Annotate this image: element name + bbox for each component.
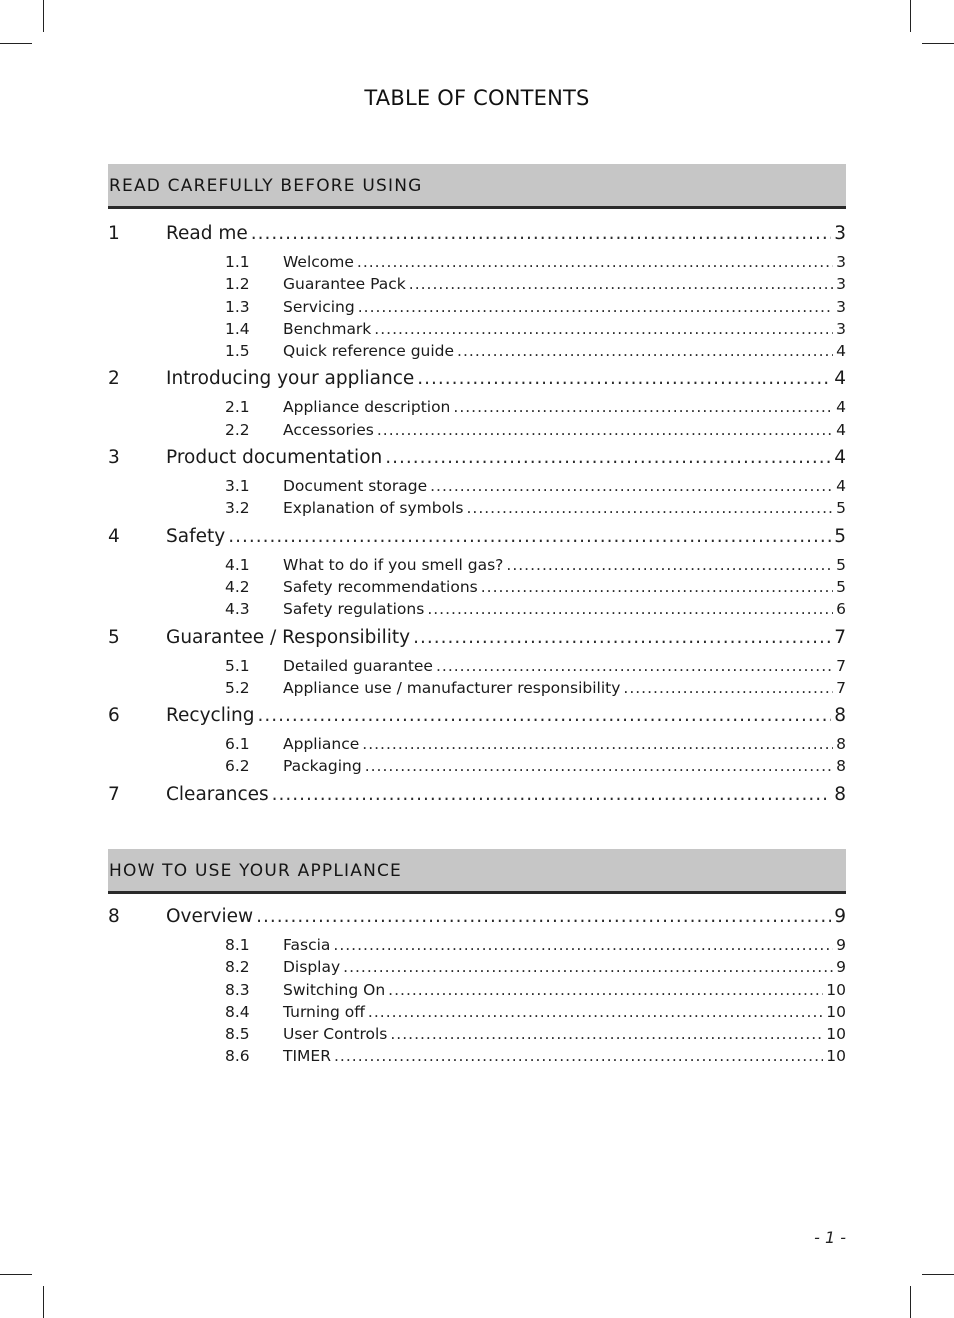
chapter-number: 4: [108, 525, 120, 547]
crop-mark: [0, 1274, 32, 1275]
toc-subsection[interactable]: [108, 342, 846, 364]
subsection-number: 8.5: [225, 1025, 250, 1044]
subsection-title: Detailed guarantee: [283, 656, 433, 675]
leader-dots: [436, 657, 833, 675]
toc-subsection[interactable]: [108, 981, 846, 1003]
subsection-title: Safety regulations: [283, 600, 425, 619]
subsection-title: Appliance: [283, 735, 360, 754]
subsection-number: 6.1: [225, 735, 250, 754]
page-number: 3: [836, 253, 846, 271]
subsection-title: Welcome: [283, 253, 354, 271]
subsection-number: 8.3: [225, 980, 250, 999]
chapter-number: 3: [108, 447, 120, 469]
subsection-title: Display: [283, 958, 341, 977]
toc-subsection[interactable]: [108, 958, 846, 980]
subsection-number: 8.4: [225, 1002, 250, 1021]
toc-subsection[interactable]: [108, 320, 846, 342]
subsection-number: 8.2: [225, 958, 250, 977]
page-number: 8: [834, 783, 846, 805]
toc-subsection[interactable]: [108, 757, 846, 779]
chapter-title: Product documentation: [166, 447, 383, 469]
subsection-title: Servicing: [283, 297, 355, 316]
page-number: 5: [836, 555, 846, 574]
subsection-title: Switching On: [283, 980, 386, 999]
toc-chapter[interactable]: [108, 906, 846, 936]
subsection-number: 1.3: [225, 297, 250, 316]
leader-dots: [466, 499, 833, 517]
page-number: 7: [834, 626, 846, 648]
page-number: 4: [836, 398, 846, 417]
leader-dots: [385, 447, 831, 468]
page-number: 6: [836, 600, 846, 619]
leader-dots: [430, 477, 833, 495]
toc-section-read-carefully: [108, 164, 846, 814]
leader-dots: [457, 342, 833, 360]
page-footer-number: - 1 -: [814, 1228, 846, 1247]
subsection-number: 1.5: [225, 342, 250, 361]
leader-dots: [388, 981, 823, 999]
section-header: [108, 849, 846, 894]
crop-mark: [0, 43, 32, 44]
subsection-title: Guarantee Pack: [283, 275, 406, 294]
chapter-number: 7: [108, 783, 120, 805]
chapter-number: 2: [108, 368, 120, 390]
toc-chapter[interactable]: [108, 526, 846, 556]
chapter-title: Safety: [166, 525, 226, 547]
chapter-title: Overview: [166, 906, 254, 927]
page-number: 9: [834, 906, 846, 927]
toc-chapter[interactable]: [108, 223, 846, 253]
leader-dots: [358, 298, 833, 316]
subsection-number: 1.4: [225, 319, 250, 338]
page-number: 3: [836, 319, 846, 338]
crop-mark: [910, 0, 911, 32]
chapter-number: 8: [108, 906, 120, 927]
page-number: 7: [836, 678, 846, 697]
page-number: 9: [836, 936, 846, 954]
leader-dots: [256, 906, 831, 927]
subsection-title: Accessories: [283, 420, 374, 439]
leader-dots: [343, 958, 833, 976]
subsection-title: Turning off: [283, 1002, 365, 1021]
crop-mark: [910, 1286, 911, 1318]
chapter-title: Recycling: [166, 705, 255, 727]
subsection-number: 8.6: [225, 1047, 250, 1066]
subsection-number: 4.2: [225, 577, 250, 596]
subsection-number: 1.1: [225, 253, 250, 271]
subsection-title: Appliance description: [283, 398, 451, 417]
page-number: 10: [826, 1025, 846, 1044]
leader-dots: [251, 223, 831, 244]
page-number: 5: [836, 577, 846, 596]
crop-mark: [43, 0, 44, 32]
toc-chapter[interactable]: [108, 705, 846, 735]
chapter-number: 1: [108, 223, 120, 244]
subsection-title: Benchmark: [283, 319, 372, 338]
page-number: 3: [836, 275, 846, 294]
toc-subsection[interactable]: [108, 1025, 846, 1047]
leader-dots: [362, 735, 833, 753]
page-number: 10: [826, 1047, 846, 1066]
toc-subsection[interactable]: [108, 936, 846, 958]
leader-dots: [453, 398, 833, 416]
page-number: 9: [836, 958, 846, 977]
toc-chapter[interactable]: [108, 368, 846, 398]
subsection-title: Safety recommendations: [283, 577, 478, 596]
page-number: 4: [834, 368, 846, 390]
page-number: 10: [826, 1002, 846, 1021]
subsection-number: 1.2: [225, 275, 250, 294]
page-number: 3: [836, 297, 846, 316]
subsection-title: TIMER: [283, 1047, 331, 1066]
leader-dots: [365, 757, 833, 775]
subsection-title: User Controls: [283, 1025, 388, 1044]
subsection-title: Document storage: [283, 477, 428, 496]
toc-chapter[interactable]: [108, 784, 846, 814]
leader-dots: [368, 1003, 823, 1021]
section-header-label: READ CAREFULLY BEFORE USING: [109, 176, 423, 196]
toc-subsection[interactable]: [108, 679, 846, 701]
toc-chapter[interactable]: [108, 627, 846, 657]
toc-subsection[interactable]: [108, 657, 846, 679]
page-number: 8: [836, 735, 846, 754]
toc-subsection[interactable]: [108, 298, 846, 320]
leader-dots: [623, 679, 833, 697]
page-number: 8: [836, 757, 846, 776]
subsection-number: 4.1: [225, 555, 250, 574]
chapter-number: 6: [108, 705, 120, 727]
crop-mark: [922, 1274, 954, 1275]
page-number: 7: [836, 656, 846, 675]
toc-section-how-to-use: [108, 849, 846, 1070]
toc-subsection[interactable]: [108, 556, 846, 578]
page-number: 4: [836, 420, 846, 439]
chapter-title: Read me: [166, 223, 248, 244]
subsection-title: Packaging: [283, 757, 362, 776]
leader-dots: [374, 320, 833, 338]
leader-dots: [334, 1047, 823, 1065]
chapter-title: Introducing your appliance: [166, 368, 415, 390]
page-number: 5: [834, 525, 846, 547]
subsection-title: Quick reference guide: [283, 342, 455, 361]
subsection-number: 2.2: [225, 420, 250, 439]
subsection-title: Appliance use / manufacturer responsibility: [283, 678, 621, 697]
section-header: [108, 164, 846, 209]
toc-subsection[interactable]: [108, 253, 846, 275]
leader-dots: [413, 627, 831, 648]
leader-dots: [506, 556, 833, 574]
subsection-number: 5.2: [225, 678, 250, 697]
leader-dots: [390, 1025, 823, 1043]
page-title: TABLE OF CONTENTS: [364, 86, 590, 110]
subsection-title: Explanation of symbols: [283, 499, 464, 518]
chapter-title: Clearances: [166, 783, 269, 805]
section-header-label: HOW TO USE YOUR APPLIANCE: [109, 861, 402, 881]
crop-mark: [922, 43, 954, 44]
subsection-number: 3.1: [225, 477, 250, 496]
leader-dots: [417, 368, 831, 389]
toc-subsection[interactable]: [108, 398, 846, 420]
crop-mark: [43, 1286, 44, 1318]
subsection-number: 2.1: [225, 398, 250, 417]
leader-dots: [427, 600, 833, 618]
leader-dots: [257, 705, 831, 726]
subsection-title: What to do if you smell gas?: [283, 555, 504, 574]
leader-dots: [228, 526, 831, 547]
toc-subsection[interactable]: [108, 275, 846, 297]
leader-dots: [409, 275, 833, 293]
page-number: 5: [836, 499, 846, 518]
subsection-number: 3.2: [225, 499, 250, 518]
toc-subsection[interactable]: [108, 1003, 846, 1025]
toc-chapter[interactable]: [108, 447, 846, 477]
subsection-number: 5.1: [225, 656, 250, 675]
leader-dots: [272, 784, 832, 805]
chapter-title: Guarantee / Responsibility: [166, 626, 411, 648]
leader-dots: [377, 421, 833, 439]
leader-dots: [333, 936, 833, 954]
toc-subsection[interactable]: [108, 477, 846, 499]
subsection-number: 4.3: [225, 600, 250, 619]
page-number: 4: [834, 447, 846, 469]
toc-subsection[interactable]: [108, 1047, 846, 1069]
page-number: 10: [826, 980, 846, 999]
page-number: 4: [836, 342, 846, 361]
page-number: 8: [834, 705, 846, 727]
leader-dots: [481, 578, 833, 596]
toc-subsection[interactable]: [108, 421, 846, 443]
subsection-number: 6.2: [225, 757, 250, 776]
subsection-title: Fascia: [283, 936, 331, 954]
toc-subsection[interactable]: [108, 578, 846, 600]
leader-dots: [357, 253, 833, 271]
subsection-number: 8.1: [225, 936, 250, 954]
chapter-number: 5: [108, 626, 120, 648]
page-number: 4: [836, 477, 846, 496]
toc-subsection[interactable]: [108, 600, 846, 622]
toc-subsection[interactable]: [108, 735, 846, 757]
page-number: 3: [834, 223, 846, 244]
toc-subsection[interactable]: [108, 499, 846, 521]
